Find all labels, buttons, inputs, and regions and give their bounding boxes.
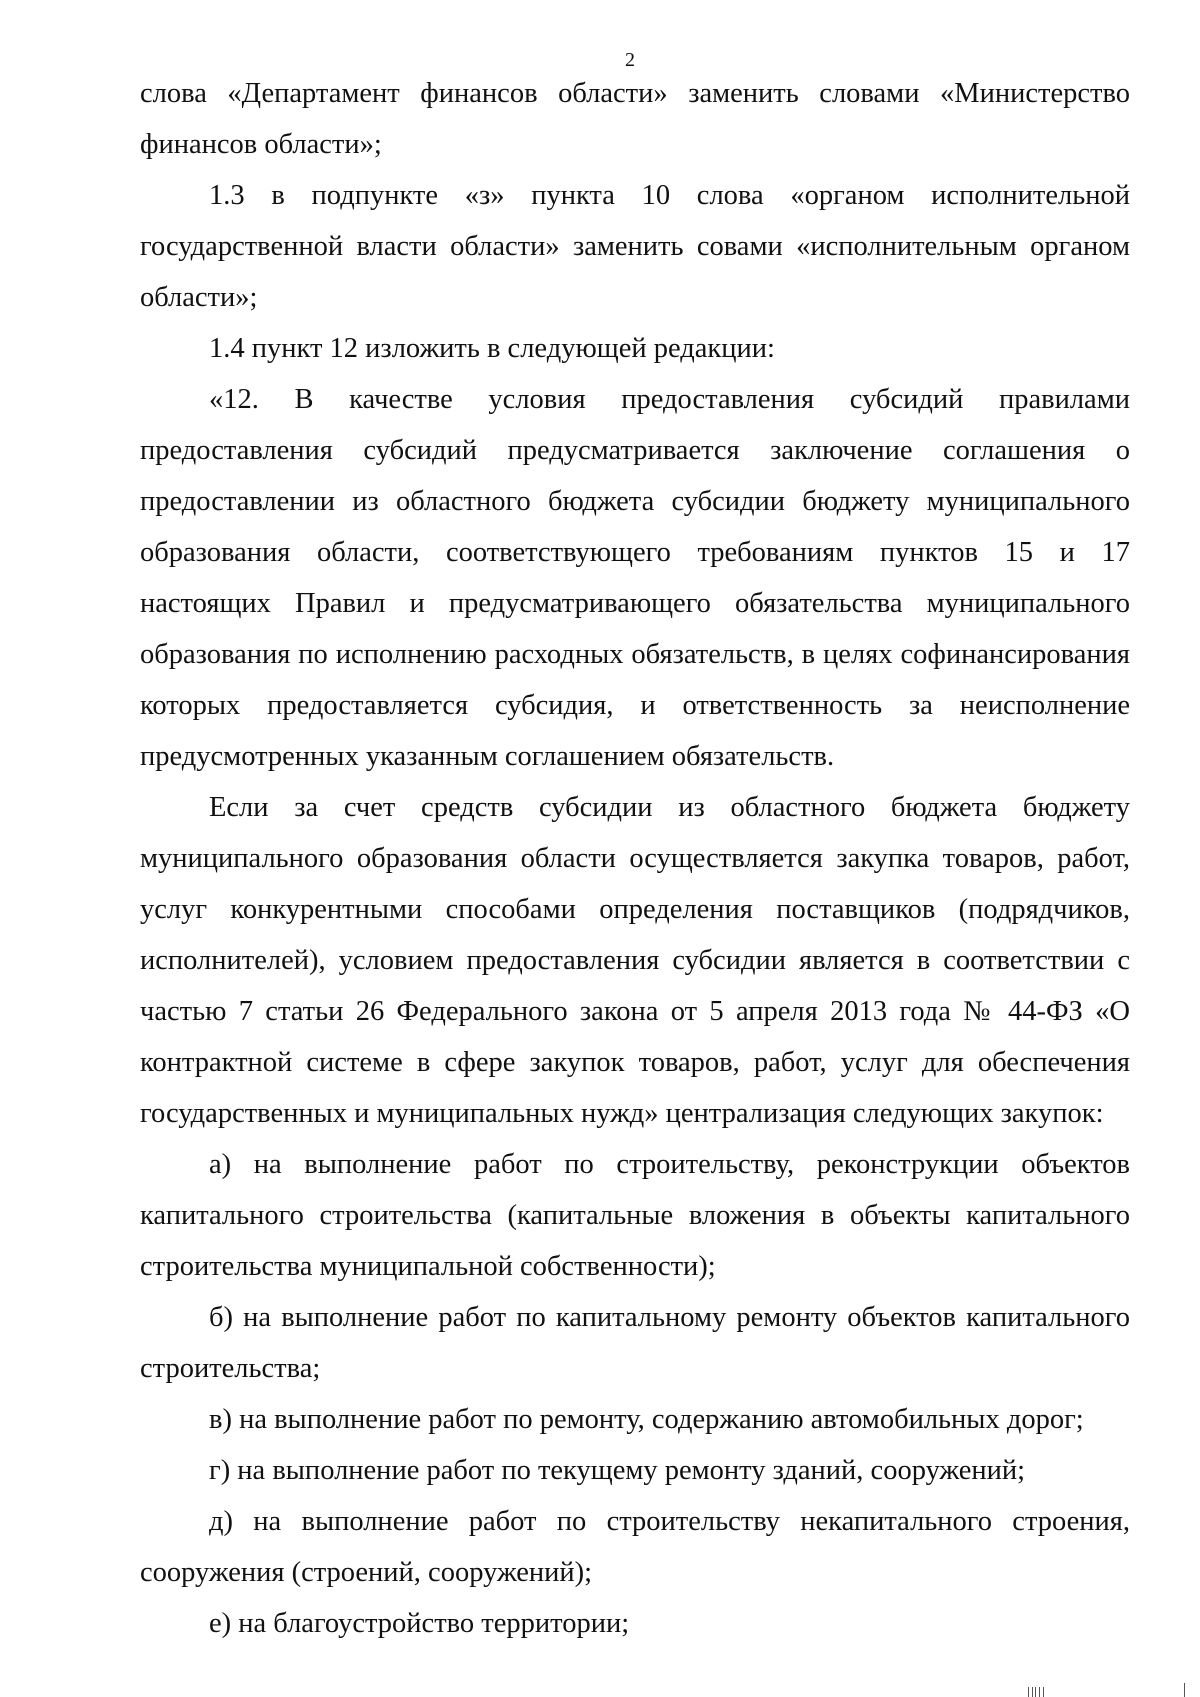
- list-item-a: а) на выполнение работ по строительству, реконструкции объектов капитального строительства (капитальные вложения в объекты капитального строительства муниципальной собственности);: [140, 1149, 1130, 1282]
- paragraph-procurement-condition: Если за счет средств субсидии из областного бюджета бюджету муниципального образования области осуществляется закупка товаров, работ, услуг конкурентными способами определения поставщиков (подрядчиков, исполнителей), условием предоставления субсидии является в соответствии с частью 7 статьи 26 Федерального закона от 5 апреля 2013 года № 44-ФЗ «О контрактной системе в сфере закупок товаров, работ, услуг для обеспечения государственных и муниципальных нужд» централизация следующих закупок:: [140, 792, 1130, 1129]
- document-body: [140, 68, 1130, 1649]
- list-item-g: г) на выполнение работ по текущему ремонту зданий, сооружений;: [209, 1455, 1026, 1486]
- page-number: 2: [625, 49, 635, 71]
- list-item-d: д) на выполнение работ по строительству некапитального строения, сооружения (строений, сооружений);: [140, 1506, 1130, 1588]
- paragraph-continuation: слова «Департамент финансов области» заменить словами «Министерство финансов области»;: [140, 78, 1130, 160]
- paragraph-item-1-4: 1.4 пункт 12 изложить в следующей редакции:: [209, 333, 775, 364]
- scan-barcode-marks: [1020, 1678, 1190, 1697]
- paragraph-point-12: «12. В качестве условия предоставления субсидий правилами предоставления субсидий предусматривается заключение соглашения о предоставлении из областного бюджета субсидии бюджету муниципального образования области, соответствующего требованиям пунктов 15 и 17 настоящих Правил и предусматривающего обязательства муниципального образования по исполнению расходных обязательств, в целях софинансирования которых предоставляется субсидия, и ответственность за неисполнение предусмотренных указанным соглашением обязательств.: [140, 384, 1130, 772]
- list-item-e: е) на благоустройство территории;: [209, 1608, 630, 1639]
- paragraph-item-1-3: 1.3 в подпункте «з» пункта 10 слова «органом исполнительной государственной власти области» заменить совами «исполнительным органом области»;: [140, 180, 1130, 313]
- list-item-b: б) на выполнение работ по капитальному ремонту объектов капитального строительства;: [140, 1302, 1130, 1384]
- list-item-v: в) на выполнение работ по ремонту, содержанию автомобильных дорог;: [209, 1404, 1084, 1435]
